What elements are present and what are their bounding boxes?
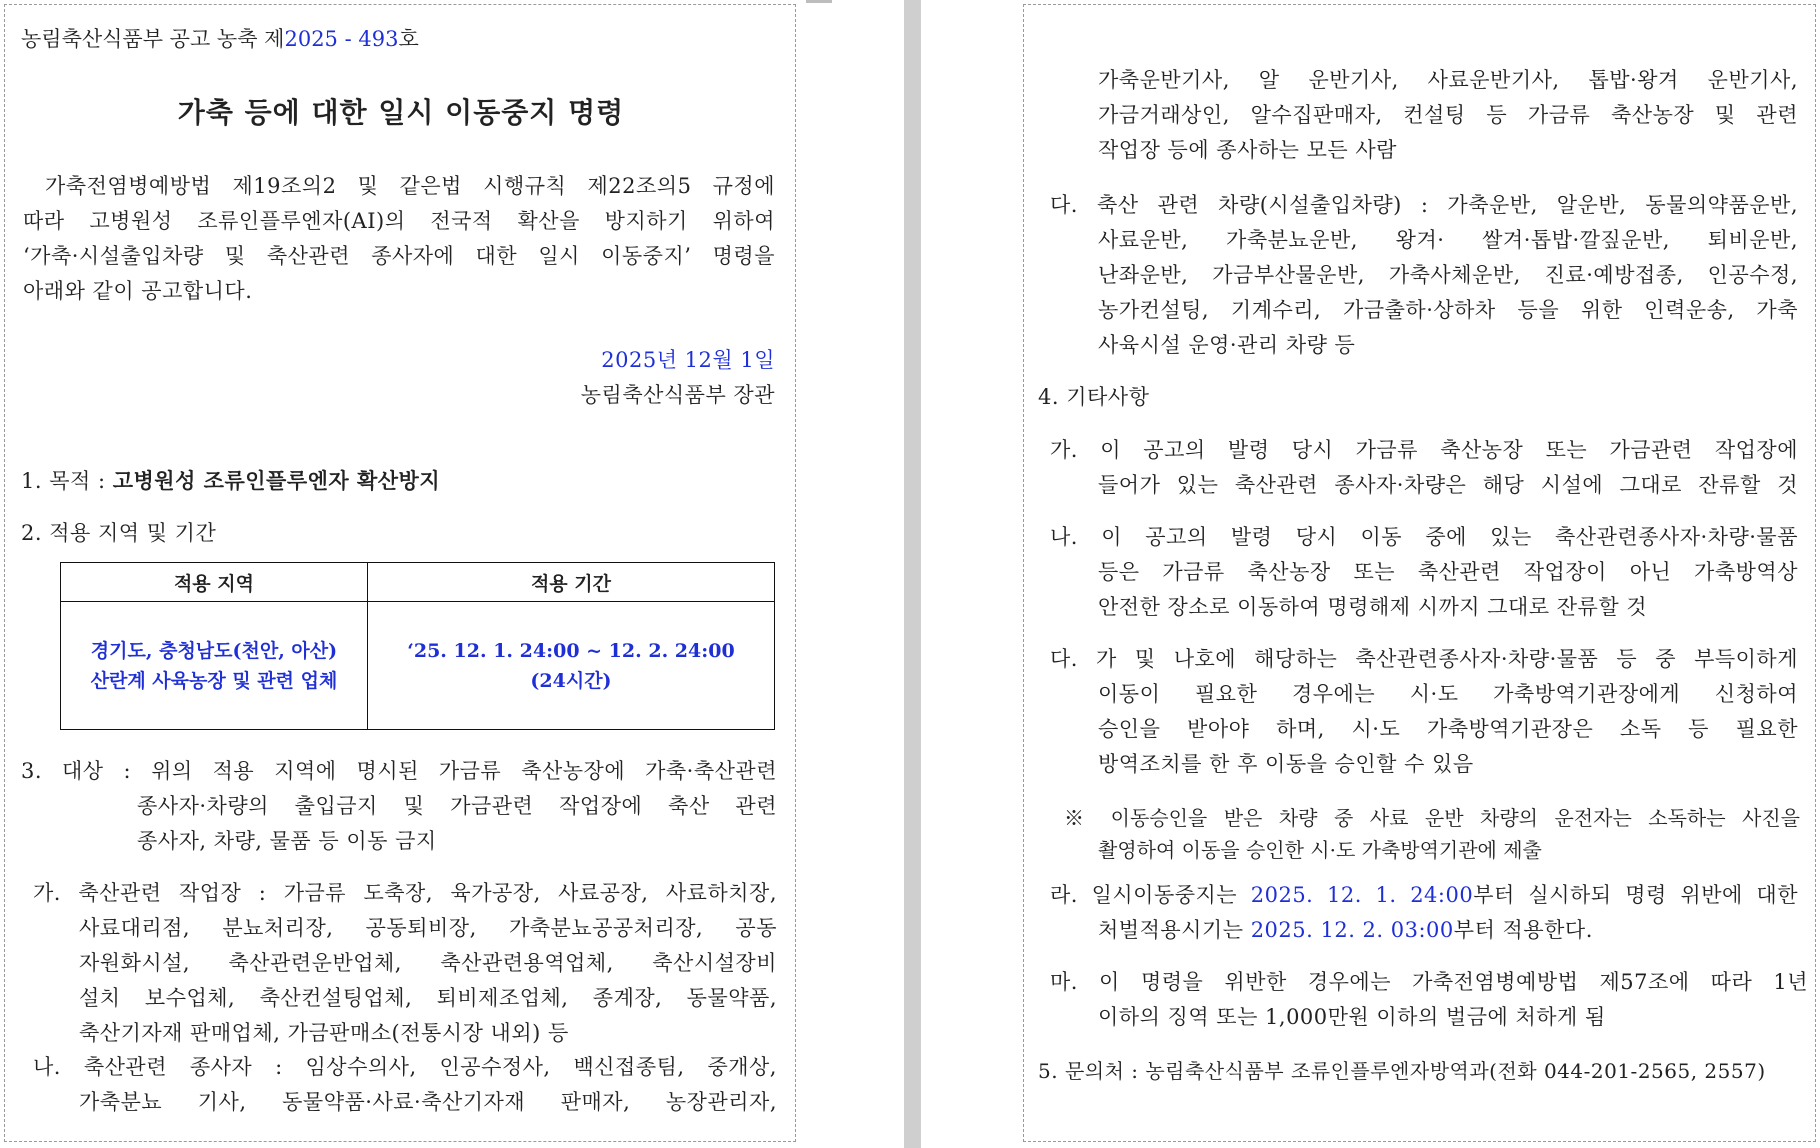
item-4-na-line: 안전한 장소로 이동하여 명령해제 시까지 그대로 잔류할 것 bbox=[1098, 595, 1648, 619]
item-da-vehicles bbox=[1050, 188, 1798, 363]
area-line: 경기도, 충청남도(천안, 아산) bbox=[90, 639, 338, 662]
item-4-ra-line bbox=[1050, 878, 1798, 913]
page-corner-mark bbox=[806, 0, 832, 3]
notice-year: 2025 bbox=[284, 27, 338, 51]
item-4-ma-line: 마. 이 명령을 위반한 경우에는 가축전염병예방법 제57조에 따라 1년 bbox=[1050, 970, 1808, 994]
section-1-value: 고병원성 조류인플루엔자 확산방지 bbox=[112, 468, 441, 493]
period-line: (24시간) bbox=[530, 669, 612, 692]
item-4-na-line: 등은 가금류 축산농장 또는 축산관련 작업장이 아닌 가축방역상 bbox=[1098, 560, 1798, 584]
period-line: ‘25. 12. 1. 24:00 ~ 12. 2. 24:00 bbox=[407, 639, 735, 662]
notice-num: 493 bbox=[358, 27, 399, 51]
page-gutter bbox=[904, 0, 921, 1148]
approval-note bbox=[1064, 802, 1800, 866]
document-page-left bbox=[4, 4, 796, 1142]
ra-start-time: 2025. 12. 1. 24:00 bbox=[1250, 883, 1474, 907]
intro-line: 가축전염병예방법 제19조의2 및 같은법 시행규칙 제22조의5 규정에 bbox=[45, 174, 775, 198]
item-4-ra bbox=[1050, 878, 1798, 948]
issuer: 농림축산식품부 장관 bbox=[580, 383, 775, 407]
notice-prefix: 농림축산식품부 공고 농축 제 bbox=[21, 27, 285, 51]
ra-text: 부터 적용한다. bbox=[1453, 918, 1593, 942]
ra-text: 부터 실시하되 명령 위반에 대한 bbox=[1473, 883, 1798, 907]
item-da-line: 사육시설 운영·관리 차량 등 bbox=[1098, 333, 1356, 357]
item-ga-line: 가. 축산관련 작업장 : 가금류 도축장, 육가공장, 사료공장, 사료하치장, bbox=[33, 881, 777, 905]
section-4-heading: 4. 기타사항 bbox=[1038, 385, 1150, 409]
item-4-ga-line: 가. 이 공고의 발령 당시 가금류 축산농장 또는 가금관련 작업장에 bbox=[1050, 438, 1798, 462]
table-header-row bbox=[61, 563, 775, 602]
item-na-line: 가축분뇨 기사, 동물약품·사료·축산기자재 판매자, 농장관리자, bbox=[79, 1090, 777, 1114]
area-line: 산란계 사육농장 및 관련 업체 bbox=[90, 669, 338, 692]
item-na-line: 가금거래상인, 알수집판매자, 컨설팅 등 가금류 축산농장 및 관련 bbox=[1098, 103, 1798, 127]
item-na-line: 나. 축산관련 종사자 : 임상수의사, 인공수정사, 백신접종팀, 중개상, bbox=[33, 1055, 777, 1079]
approval-note-line: ※ 이동승인을 받은 차량 중 사료 운반 차량의 운전자는 소독하는 사진을 bbox=[1064, 806, 1800, 830]
table-cell-area bbox=[61, 602, 368, 730]
item-4-da-line: 승인을 받아야 하며, 시·도 가축방역기관장은 소독 등 필요한 bbox=[1098, 717, 1798, 741]
intro-line: ‘가축·시설출입차량 및 축산관련 종사자에 대한 일시 이동중지’ 명령을 bbox=[23, 244, 775, 268]
notice-suffix: 호 bbox=[398, 27, 419, 51]
item-4-ma bbox=[1050, 965, 1808, 1035]
intro-line: 따라 고병원성 조류인플루엔자(AI)의 전국적 확산을 방지하기 위하여 bbox=[23, 209, 775, 233]
item-da-line: 사료운반, 가축분뇨운반, 왕겨· 쌀겨·톱밥·깔짚운반, 퇴비운반, bbox=[1098, 228, 1798, 252]
notice-number bbox=[21, 23, 419, 53]
item-na-line: 작업장 등에 종사하는 모든 사람 bbox=[1098, 138, 1397, 162]
section-1-label: 1. 목적 : bbox=[21, 469, 113, 493]
item-da-line: 난좌운반, 가금부산물운반, 가축사체운반, 진료·예방접종, 인공수정, bbox=[1098, 263, 1798, 287]
section-3-line: 종사자·차량의 출입금지 및 가금관련 작업장에 축산 관련 bbox=[137, 794, 777, 818]
section-3 bbox=[21, 754, 777, 859]
item-ga-line: 자원화시설, 축산관련운반업체, 축산관련용역업체, 축산시설장비 bbox=[79, 951, 777, 975]
item-ga-line: 사료대리점, 분뇨처리장, 공동퇴비장, 가축분뇨공공처리장, 공동 bbox=[79, 916, 777, 940]
area-period-table bbox=[60, 562, 775, 730]
item-4-da-line: 이동이 필요한 경우에는 시·도 가축방역기관장에게 신청하여 bbox=[1098, 682, 1798, 706]
section-3-line: 3. 대상 : 위의 적용 지역에 명시된 가금류 축산농장에 가축·축산관련 bbox=[21, 759, 777, 783]
item-4-ma-line: 이하의 징역 또는 1,000만원 이하의 벌금에 처하게 됨 bbox=[1098, 1005, 1606, 1029]
intro-paragraph bbox=[23, 169, 775, 309]
item-na-workers bbox=[33, 1050, 777, 1120]
item-ga-line: 축산기자재 판매업체, 가금판매소(전통시장 내외) 등 bbox=[79, 1021, 569, 1045]
item-4-da bbox=[1050, 642, 1798, 782]
issue-date: 2025년 12월 1일 bbox=[601, 348, 775, 372]
notice-dash: - bbox=[337, 27, 359, 51]
item-4-ga bbox=[1050, 433, 1798, 503]
item-na-continued bbox=[1098, 63, 1798, 168]
section-1 bbox=[21, 463, 440, 499]
intro-line: 아래와 같이 공고합니다. bbox=[23, 279, 253, 303]
section-2-heading: 2. 적용 지역 및 기간 bbox=[21, 521, 217, 545]
item-4-ra-line bbox=[1098, 913, 1798, 948]
table-row bbox=[61, 602, 775, 730]
ra-text: 처벌적용시기는 bbox=[1098, 918, 1251, 942]
item-4-na bbox=[1050, 520, 1798, 625]
table-header-period: 적용 기간 bbox=[367, 563, 774, 602]
ra-penalty-time: 2025. 12. 2. 03:00 bbox=[1250, 918, 1454, 942]
item-ga-line: 설치 보수업체, 축산컨설팅업체, 퇴비제조업체, 종계장, 동물약품, bbox=[79, 986, 777, 1010]
item-na-line: 가축운반기사, 알 운반기사, 사료운반기사, 톱밥·왕겨 운반기사, bbox=[1098, 68, 1798, 92]
approval-note-line: 촬영하여 이동을 승인한 시·도 가축방역기관에 제출 bbox=[1098, 838, 1542, 862]
item-4-ga-line: 들어가 있는 축산관련 종사자·차량은 해당 시설에 그대로 잔류할 것 bbox=[1098, 473, 1798, 497]
item-da-line: 다. 축산 관련 차량(시설출입차량) : 가축운반, 알운반, 동물의약품운반, bbox=[1050, 193, 1798, 217]
item-4-da-line: 방역조치를 한 후 이동을 승인할 수 있음 bbox=[1098, 752, 1474, 776]
item-4-na-line: 나. 이 공고의 발령 당시 이동 중에 있는 축산관련종사자·차량·물품 bbox=[1050, 525, 1798, 549]
document-page-right bbox=[1023, 4, 1816, 1142]
ra-text: 라. 일시이동중지는 bbox=[1050, 883, 1251, 907]
item-4-da-line: 다. 가 및 나호에 해당하는 축산관련종사자·차량·물품 등 중 부득이하게 bbox=[1050, 647, 1798, 671]
section-5-contact: 5. 문의처 : 농림축산식품부 조류인플루엔자방역과(전화 044-201-2565, 2557) bbox=[1038, 1059, 1766, 1083]
document-title: 가축 등에 대한 일시 이동중지 명령 bbox=[177, 96, 625, 129]
table-cell-period bbox=[367, 602, 774, 730]
item-da-line: 농가컨설팅, 기계수리, 가금출하·상하차 등을 위한 인력운송, 가축 bbox=[1098, 298, 1798, 322]
item-ga-workplaces bbox=[33, 876, 777, 1051]
section-3-line: 종사자, 차량, 물품 등 이동 금지 bbox=[137, 829, 437, 853]
table-header-area: 적용 지역 bbox=[61, 563, 368, 602]
